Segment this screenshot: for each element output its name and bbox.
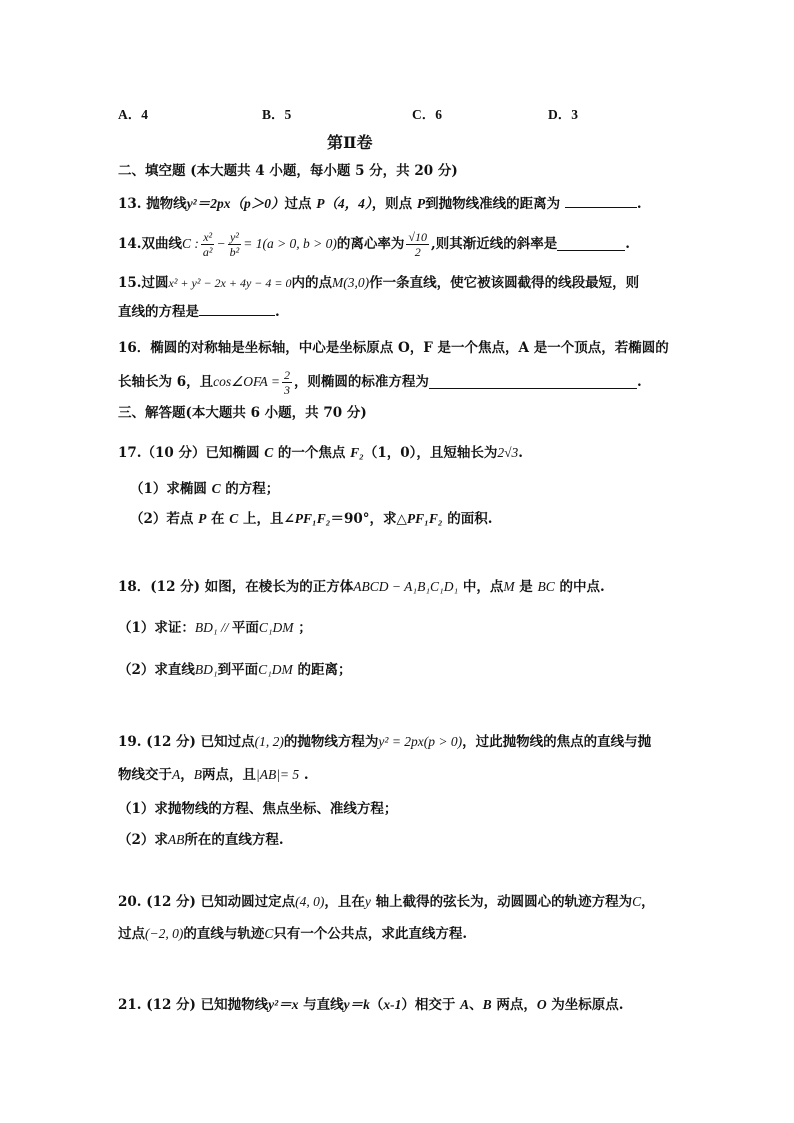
question-13: [118, 195, 642, 213]
math-expr: (4, 0): [295, 894, 325, 909]
q-text: 的面积.: [442, 511, 493, 527]
q-text: .: [625, 236, 630, 252]
math-expr: C: [264, 926, 274, 941]
question-21: [118, 996, 624, 1014]
q-text: 是: [514, 579, 538, 595]
option-a: A．4: [118, 107, 148, 122]
question-18-part1: [118, 619, 312, 637]
q-text: 抛物线: [146, 196, 187, 212]
math-expr: (1, 2): [254, 734, 284, 749]
answer-blank[interactable]: [199, 303, 275, 316]
q-text: （1）求证：: [118, 620, 195, 636]
q-text: (12 分) 已知动圆过定点: [146, 894, 296, 910]
question-18: [118, 578, 605, 596]
q-text: ，过此抛物线的焦点的直线与抛: [462, 734, 652, 750]
math-expr: ABCD − A₁B₁C₁D₁: [353, 579, 459, 594]
q-text: .: [636, 196, 642, 212]
q-text: （1，0），且短轴长为: [363, 445, 498, 461]
math-expr: PF₁F₂: [294, 511, 331, 526]
math-expr: −: [216, 236, 226, 251]
q-text: 过点: [284, 196, 317, 212]
math-expr: （p＞0）: [230, 196, 285, 211]
q-number: 16．: [118, 340, 151, 356]
question-17-part1: [130, 480, 279, 498]
q-text: （1）求椭圆: [130, 481, 212, 497]
math-expr: P（4，4）: [316, 196, 372, 211]
solve-heading: 三、解答题(本大题共 6 小题，共 70 分): [118, 405, 367, 421]
math-expr: C :: [182, 236, 199, 251]
math-expr: |AB|= 5: [256, 767, 300, 782]
q-text: 椭圆的对称轴是坐标轴，中心是坐标原点 O，F 是一个焦点，A 是一个顶点，若椭圆的: [150, 340, 669, 356]
q-text: 的方程；: [220, 481, 280, 497]
q-text: （2）若点: [130, 511, 199, 527]
question-17: [118, 444, 523, 462]
fraction: $\frac{\text{y²}}{\text{b²}}$: [229, 229, 240, 259]
answer-blank[interactable]: [557, 238, 625, 251]
q-text: （2）求直线: [118, 662, 195, 678]
q-text: (12 分) 已知抛物线: [146, 997, 269, 1013]
q-text: 直线的方程是: [118, 304, 199, 320]
q-text: 的抛物线方程为: [283, 734, 379, 750]
q-text: ）相交于: [401, 997, 461, 1013]
fraction: $\frac{\text{x²}}{\text{a²}}$: [202, 229, 213, 259]
q-text: ，: [641, 894, 655, 910]
math-expr: y＝k: [343, 997, 370, 1012]
q-text: ；: [293, 620, 312, 636]
question-18-part2: [118, 661, 352, 679]
q-text: .: [299, 767, 309, 783]
q-text: 双曲线: [141, 236, 182, 252]
math-expr: cos∠OFA =: [213, 374, 280, 389]
q-text: （: [369, 997, 384, 1013]
question-19-cont: [118, 766, 309, 784]
question-19-part1: （1）求抛物线的方程、焦点坐标、准线方程；: [118, 801, 398, 817]
math-expr: C₁DM: [258, 662, 293, 677]
q-text: (12 分) 如图，在棱长为的正方体: [150, 579, 354, 595]
q-text: ＝90°，求△: [330, 511, 407, 527]
q-text: 的中点.: [554, 579, 605, 595]
math-expr: C: [229, 511, 239, 526]
q-text: （2）求: [118, 832, 168, 848]
q-text: 的距离；: [292, 662, 352, 678]
question-17-part2: [130, 510, 492, 528]
math-expr: F₂: [350, 445, 364, 460]
q-text: 过圆: [141, 275, 169, 291]
question-16-line1: [118, 339, 669, 357]
math-expr: y: [364, 894, 371, 909]
q-number: 19.: [118, 734, 147, 750]
math-expr: B: [482, 997, 492, 1012]
math-expr: M(3,0): [332, 275, 370, 290]
math-expr: y²＝2px: [186, 196, 231, 211]
math-expr: 2√3: [497, 445, 519, 460]
q-text: 过点: [118, 926, 145, 942]
question-15: [118, 274, 639, 292]
q-number: 18．: [118, 579, 151, 595]
question-14: [118, 226, 630, 262]
q-text: ,则其渐近线的斜率是: [431, 236, 558, 252]
q-text: ，: [180, 767, 194, 783]
math-expr: O: [536, 997, 547, 1012]
math-expr: B: [193, 767, 202, 782]
math-expr: A: [460, 997, 470, 1012]
q-number: 14.: [118, 236, 142, 252]
math-expr: BC: [537, 579, 555, 594]
q-number: 13.: [118, 196, 147, 212]
math-expr: A: [172, 767, 181, 782]
q-text: 两点，且: [202, 767, 256, 783]
math-expr: y² = 2px(p > 0): [378, 734, 463, 749]
q-number: 20.: [118, 894, 147, 910]
question-16-line2: [118, 364, 642, 400]
q-text: （10 分）已知椭圆: [141, 445, 265, 461]
q-number: 15.: [118, 275, 142, 291]
q-text: 的离心率为: [336, 236, 405, 252]
q-number: 17.: [118, 445, 142, 461]
q-text: 只有一个公共点，求此直线方程.: [273, 926, 468, 942]
q-text: ，且在: [324, 894, 365, 910]
math-expr: C: [211, 481, 221, 496]
math-expr: AB: [167, 832, 185, 847]
q-text: 物线交于: [118, 767, 172, 783]
section-title: 第Ⅱ卷: [327, 133, 373, 152]
q-text: 、: [469, 997, 483, 1013]
fraction: $\frac{2}{3}$: [283, 367, 290, 397]
math-expr: x-1: [383, 997, 402, 1012]
q-text: 在: [206, 511, 230, 527]
math-expr: BD₁ //: [194, 620, 232, 635]
q-text: 到抛物线准线的距离为: [425, 196, 565, 212]
math-expr: M: [503, 579, 515, 594]
fill-heading: 二、填空题 (本大题共 4 小题，每小题 5 分，共 20 分): [118, 163, 458, 179]
option-b: B．5: [262, 107, 292, 122]
q-text: 轴上截得的弦长为: [370, 894, 484, 910]
math-expr: y²＝x: [268, 997, 299, 1012]
q-text: 的直线与轨迹: [183, 926, 265, 942]
q-text: .: [275, 304, 280, 320]
answer-blank[interactable]: [565, 195, 637, 208]
q-text: 的一个焦点: [273, 445, 351, 461]
math-expr: PF₁F₂: [406, 511, 443, 526]
q-text: 为坐标原点.: [546, 997, 624, 1013]
q-text: 内的点: [291, 275, 332, 291]
math-expr: x² + y² − 2x + 4y − 4 = 0: [168, 276, 292, 290]
answer-blank[interactable]: [429, 376, 637, 389]
q-text: 平面: [231, 620, 259, 636]
q-text: ，则点: [371, 196, 417, 212]
q-text: 中，点: [458, 579, 504, 595]
q-text: 两点，: [491, 997, 537, 1013]
math-expr: (−2, 0): [145, 926, 184, 941]
math-expr: C: [632, 894, 642, 909]
question-19: [118, 733, 651, 751]
question-15-cont: [118, 303, 280, 321]
q-text: .: [518, 445, 523, 461]
option-c: C．6: [412, 107, 442, 122]
math-expr: P: [416, 196, 426, 211]
fraction: $\frac{√10}{2}$: [408, 229, 428, 259]
q-text: 作一条直线，使它被该圆截得的线段最短，则: [369, 275, 640, 291]
question-20: [118, 893, 655, 911]
math-expr: = 1(a > 0, b > 0): [243, 236, 337, 251]
math-expr: C₁DM: [258, 620, 294, 635]
q-text: (12 分) 已知过点: [146, 734, 255, 750]
q-text: ，动圆圆心的轨迹方程为: [483, 894, 633, 910]
q-text: .: [636, 374, 642, 390]
q-number: 21.: [118, 997, 147, 1013]
q-text: 上，且∠: [238, 511, 295, 527]
math-expr: C: [264, 445, 274, 460]
q-text: 与直线: [298, 997, 344, 1013]
option-d: D．3: [548, 107, 578, 122]
question-19-part2: [118, 831, 284, 849]
math-expr: BD₁: [194, 662, 218, 677]
q-text: 所在的直线方程.: [184, 832, 284, 848]
q-text: 到平面: [217, 662, 259, 678]
q-text: 长轴长为 6，且: [118, 374, 214, 390]
q-text: ，则椭圆的标准方程为: [293, 374, 429, 390]
question-20-cont: [118, 925, 467, 943]
math-expr: P: [198, 511, 207, 526]
